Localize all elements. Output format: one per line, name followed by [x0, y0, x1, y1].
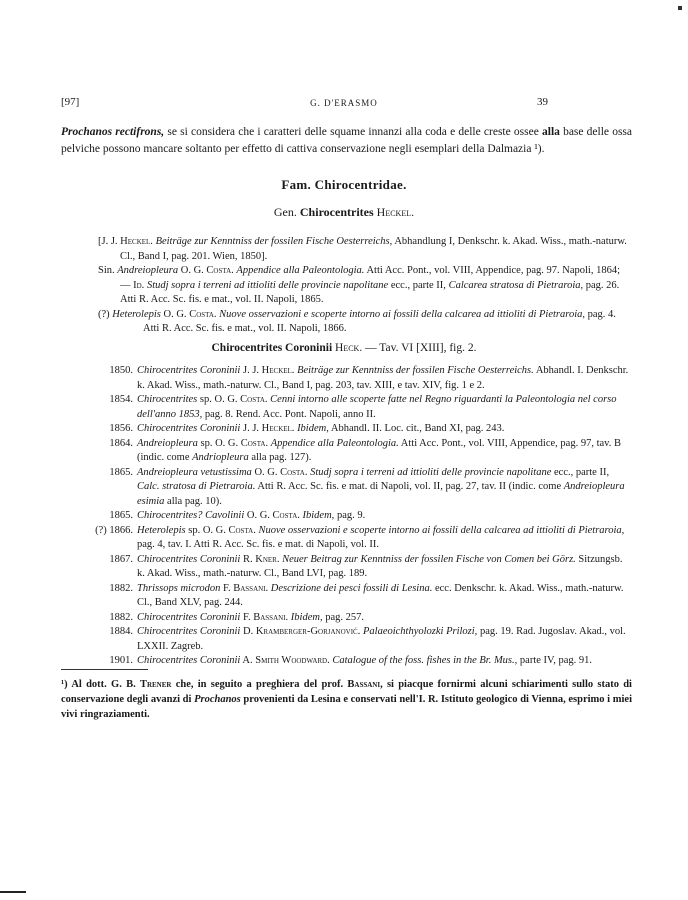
record-year: 1884.: [109, 626, 133, 637]
record-year: 1864.: [109, 437, 133, 449]
record-year: 1850.: [109, 365, 133, 376]
record-row: (?) 1866. Heterolepis sp. O. G. Costa. Nuove osservazioni e scoperte intorno ai fossili della calcarea ad ittioliti di Pietraroia, pag. 4, tav. I. Atti R. Acc. Sc. fis. e mat. di Napoli, vol. II.: [61, 524, 631, 553]
records-list: [61, 364, 631, 669]
family-heading: Fam. Chirocentridae.: [281, 177, 407, 192]
record-row: 1867. Chirocentrites Coroninii R. Kner. Neuer Beitrag zur Kenntniss der fossilen Fische von Comen bei Görz. Sitzungsb. k. Akad. Wiss., math.-naturw. Cl., Band LVI, pag. 189.: [61, 553, 631, 582]
record-year: 1865.: [109, 510, 133, 521]
record-row: 1901. Chirocentrites Coroninii A. Smith Woodward. Catalogue of the foss. fishes in the Br. Mus., parte IV, pag. 91.: [61, 654, 631, 669]
record-year: 1865.: [109, 466, 133, 478]
record-year: 1901.: [109, 655, 133, 666]
synonym-entry: Sin. Andreiopleura O. G. Costa. Appendice alla Paleontologia. Atti Acc. Pont., vol. VIII, Appendice, pag. 97. Napoli, 1864; — Id. Studj sopra i terreni ad ittioliti delle provincie napolitane ecc., parte II, Calcarea stratosa di Pietraroia, pag. 26. Atti R. Acc. Sc. fis. e mat., vol. II. Napoli, 1865.: [98, 265, 620, 305]
record-row: 1850. Chirocentrites Coroninii J. J. Heckel. Beiträge zur Kenntniss der fossilen Fische Oesterreichs. Abhandl. I. Denkschr. k. Akad. Wiss., math.-naturw. Cl., Band I, pag. 203, tav. XIII, e tav. XIV, fig. 1 e 2.: [61, 364, 631, 393]
record-row: 1882. Thrissops microdon F. Bassani. Descrizione dei pesci fossili di Lesina. ecc. Denkschr. k. Akad. Wiss., math.-naturw. Cl., Band XLV, pag. 244.: [61, 582, 631, 611]
intro-paragraph: [61, 124, 632, 157]
intro-text: se si considera che i caratteri delle squame innanzi alla coda e delle creste ossee: [164, 126, 542, 138]
species-heading: [0, 342, 688, 354]
record-row: 1865. Chirocentrites? Cavolinii O. G. Costa. Ibidem, pag. 9.: [61, 509, 631, 524]
record-row: 1864. Andreiopleura sp. O. G. Costa. Appendice alla Paleontologia. Atti Acc. Pont., vol. VIII, Appendice, pag. 97, tav. B (indic. come Andriopleura alla pag. 127).: [61, 437, 631, 466]
synonym-entry: [J. J. Heckel. Beiträge zur Kenntniss der fossilen Fische Oesterreichs, Abhandlung I, Denkschr. k. Akad. Wiss., math.-naturw. Cl., Band I, pag. 201. Wien, 1850].: [98, 236, 627, 262]
species-author: Heck.: [335, 342, 363, 354]
page-number: 39: [537, 96, 548, 108]
record-row: 1882. Chirocentrites Coroninii F. Bassani. Ibidem, pag. 257.: [61, 611, 631, 626]
species-plate-ref: — Tav. VI [XIII], fig. 2.: [362, 342, 477, 354]
page-ref: [97]: [61, 96, 80, 108]
record-row: 1884. Chirocentrites Coroninii D. Kramberger-Gorjanović. Palaeoichthyolozki Prilozi, pag. 19. Rad. Jugoslav. Akad., vol. LXXII. Zagreb.: [61, 625, 631, 654]
genus-prefix: Gen.: [273, 205, 297, 219]
record-row: 1865. Andreiopleura vetustissima O. G. Costa. Studj sopra i terreni ad ittioliti delle provincie napolitane ecc., parte II, Calc. stratosa di Pietraroia. Atti R. Acc. Sc. fis. e mat. di Napoli, vol. II, pag. 27, tav. II (indic. come Andreiopleura esimia alla pag. 10).: [61, 466, 631, 510]
record-year: 1867.: [109, 553, 133, 565]
species-name: Chirocentrites Coroninii: [211, 342, 333, 354]
footnote-mark: ¹): [61, 679, 68, 690]
footnote: ¹) Al dott. G. B. Trener che, in seguito a preghiera del prof. Bassani, si piacque fornirmi alcuni schiarimenti sullo stato di conservazione degli avanzi di Prochanos provenienti da Lesina e conservati nell'I. R. Istituto geologico di Vienna, esprimo i miei vivi ringraziamenti.: [61, 679, 632, 720]
genus-author: Heckel.: [376, 205, 415, 219]
intro-bold: alla: [542, 126, 560, 138]
record-year: 1882.: [109, 582, 133, 594]
synonym-entry: (?) Heterolepis O. G. Costa. Nuove osservazioni e scoperte intorno ai fossili della calcarea ad ittioliti di Pietraroia, pag. 4. Atti R. Acc. Sc. fis. e mat., vol. II. Napoli, 1866.: [98, 308, 616, 334]
intro-text: base delle ossa pelviche possono mancare soltanto per effetto di cattiva conservazione negli esemplari della Dalmazia: [61, 126, 633, 155]
record-year: 1882.: [109, 611, 133, 623]
running-head-author: G. D'ERASMO: [310, 98, 378, 108]
record-year: 1856.: [109, 423, 133, 434]
record-year: 1854.: [109, 394, 133, 405]
footnote-ref: ¹).: [534, 142, 545, 155]
genus-heading: [0, 205, 688, 220]
record-year: (?) 1866.: [95, 524, 133, 536]
scan-artifact: [0, 891, 26, 893]
synonymy-list: [80, 235, 628, 337]
record-row: 1854. Chirocentrites sp. O. G. Costa. Cenni intorno alle scoperte fatte nel Regno riguardanti la Paleontologia nel corso dell'anno 1853, pag. 8. Rend. Acc. Pont. Napoli, anno II.: [61, 393, 631, 422]
genus-name: Chirocentrites: [299, 205, 374, 219]
record-row: 1856. Chirocentrites Coroninii J. J. Heckel. Ibidem, Abhandl. II. Loc. cit., Band XI, pag. 243.: [61, 422, 631, 437]
footnote-divider: [61, 669, 148, 670]
scan-artifact: [678, 6, 682, 10]
intro-first-words: Prochanos rectifrons,: [61, 126, 165, 138]
